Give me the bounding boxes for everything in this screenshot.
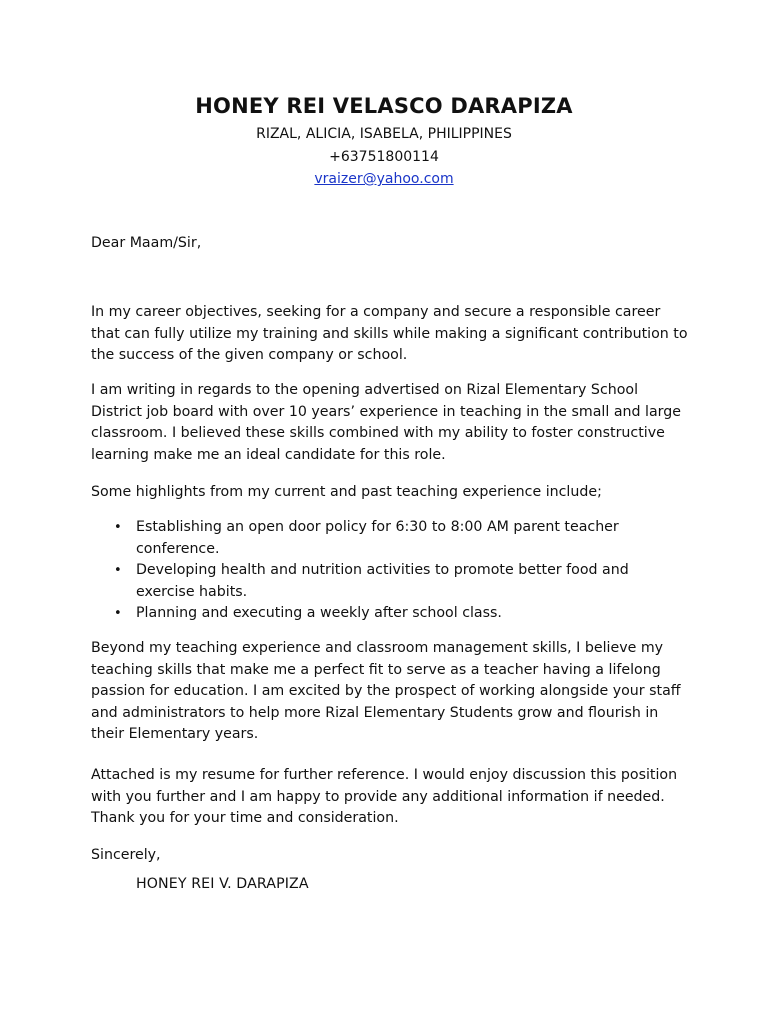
bullet-icon: •: [114, 606, 122, 621]
list-item: [91, 603, 691, 625]
bullet-icon: •: [114, 563, 122, 578]
applicant-phone: +63751800114: [329, 149, 439, 165]
applicant-email-line: [0, 171, 768, 187]
list-item: [91, 517, 691, 560]
list-item-text: Developing health and nutrition activities to promote better food and exercise habits.: [136, 562, 629, 600]
applicant-name: HONEY REI VELASCO DARAPIZA: [195, 94, 573, 118]
salutation: Dear Maam/Sir,: [91, 235, 202, 251]
signature-name: HONEY REI V. DARAPIZA: [136, 876, 309, 892]
paragraph-career-objective: In my career objectives, seeking for a company and secure a responsible career that can fully utilize my training and skills while making a significant contribution to the success of the given company or school.: [91, 304, 688, 363]
applicant-address: RIZAL, ALICIA, ISABELA, PHILIPPINES: [256, 126, 512, 142]
bullet-icon: •: [114, 520, 122, 535]
paragraph-highlights-intro: Some highlights from my current and past teaching experience include;: [91, 484, 602, 500]
closing-word: Sincerely,: [91, 847, 161, 863]
applicant-email-link[interactable]: vraizer@yahoo.com: [314, 171, 454, 187]
list-item-text: Establishing an open door policy for 6:30 to 8:00 AM parent teacher conference.: [136, 519, 619, 557]
paragraph-fit: Beyond my teaching experience and classroom management skills, I believe my teaching skills that make me a perfect fit to serve as a teacher having a lifelong passion for education. I am excited by the prospect of working alongside your staff and administrators to help more Rizal Elementary Students grow and flourish in their Elementary years.: [91, 640, 681, 742]
paragraph-opening: I am writing in regards to the opening advertised on Rizal Elementary School District job board with over 10 years’ experience in teaching in the small and large classroom. I believed these skills combined with my ability to foster constructive learning make me an ideal candidate for this role.: [91, 382, 681, 463]
highlights-list: [91, 517, 691, 625]
list-item: [91, 560, 691, 603]
paragraph-closing-remarks: Attached is my resume for further reference. I would enjoy discussion this position with you further and I am happy to provide any additional information if needed. Thank you for your time and consideration.: [91, 767, 678, 826]
list-item-text: Planning and executing a weekly after school class.: [136, 605, 502, 621]
